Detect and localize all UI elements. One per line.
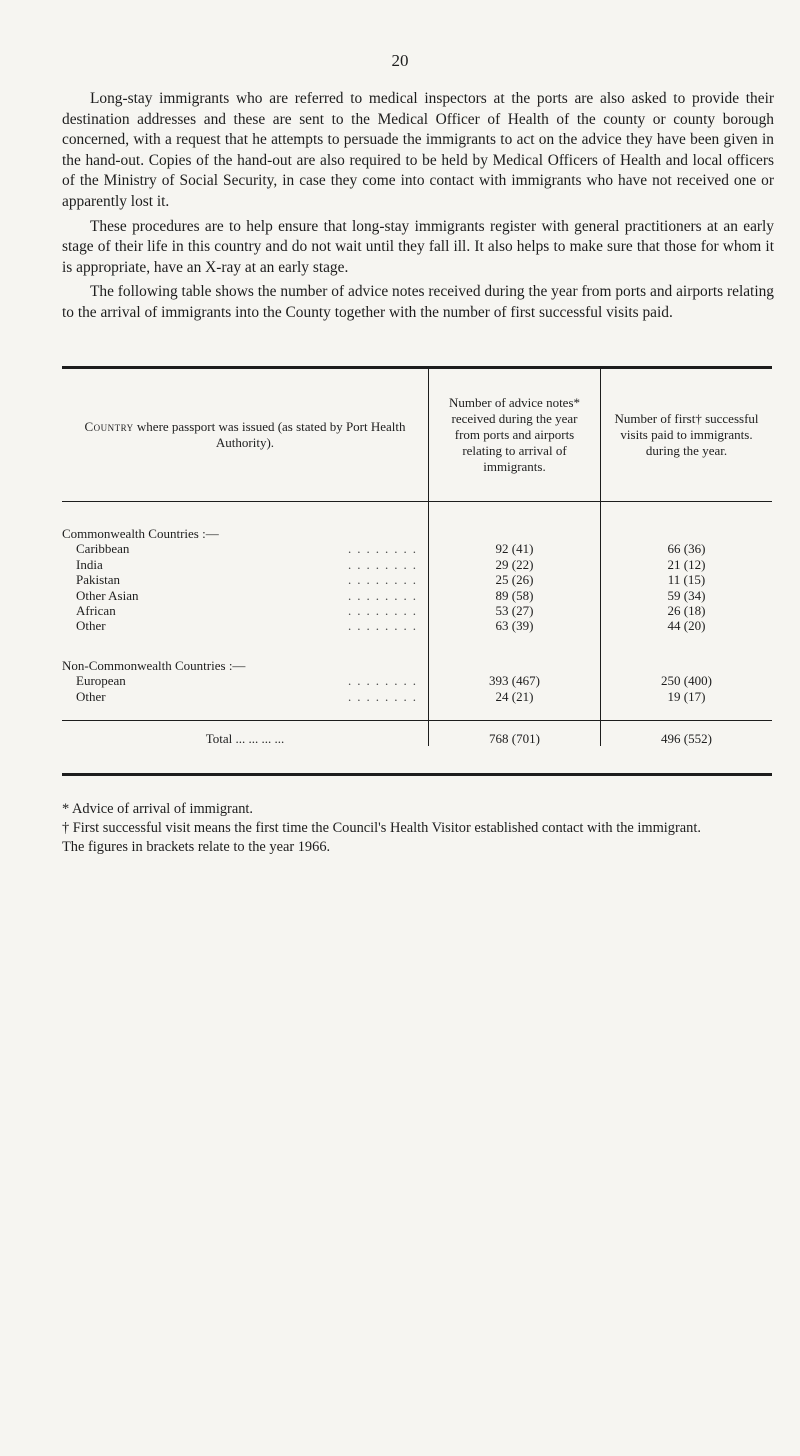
- group-row: [62, 634, 772, 673]
- leader-dots: ........: [348, 603, 422, 619]
- table-body: [62, 502, 772, 720]
- table-row: [62, 557, 772, 572]
- table-row: [62, 572, 772, 587]
- table-row: [62, 673, 772, 688]
- leader-dots: ........: [348, 673, 422, 689]
- page-number: 20: [391, 51, 409, 70]
- paragraph: Long-stay immigrants who are referred to medical inspectors at the ports are also asked to provide their destination addresses and these are sent to the Medical Officer of Health of the county or county borough concerned, with a request that he attempts to persuade the immigrants to act on the advice they have been given in the hand-out. Copies of the hand-out are also required to be held by Medical Officers of Health and local officers of the Ministry of Social Security, in case they come into contact with immigrants who have not received one or apparently lost it.: [62, 90, 774, 210]
- row-country: Pakistan: [76, 572, 126, 587]
- row-notes: 25 (26): [428, 572, 600, 587]
- row-country: Caribbean: [76, 541, 135, 556]
- header-country: [62, 369, 428, 501]
- table-row: [62, 588, 772, 603]
- row-country: African: [76, 603, 122, 618]
- total-label: Total ... ... ... ...: [205, 731, 285, 747]
- footnote: The figures in brackets relate to the year 1966.: [62, 839, 331, 855]
- table-row: [62, 689, 772, 704]
- paragraph: These procedures are to help ensure that long-stay immigrants register with general practitioners at an early stage of their life in this country and do not wait until they fall ill. It also helps to make sure that those for whom it is appropriate, have an X-ray at an early stage.: [62, 217, 774, 276]
- table-bottom-rule: [62, 773, 772, 776]
- row-notes: 92 (41): [428, 541, 600, 556]
- total-visits: 496 (552): [600, 721, 772, 746]
- row-notes: 24 (21): [428, 689, 600, 704]
- leader-dots: ........: [348, 572, 422, 588]
- group-label-commonwealth: Commonwealth Countries :—: [62, 526, 219, 541]
- total-row: [62, 721, 772, 773]
- table-row: [62, 603, 772, 618]
- row-visits: 44 (20): [600, 618, 772, 633]
- header-country-rest: where passport was issued (as stated by Port Health Authority).: [133, 419, 406, 450]
- row-visits: 19 (17): [600, 689, 772, 704]
- table-row: [62, 618, 772, 633]
- leader-dots: ........: [348, 587, 422, 603]
- table-header: [62, 369, 772, 501]
- leader-dots: ........: [348, 541, 422, 557]
- footnote: * Advice of arrival of immigrant.: [62, 801, 254, 817]
- row-visits: 11 (15): [600, 572, 772, 587]
- group-row: [62, 502, 772, 541]
- leader-dots: ........: [348, 618, 422, 634]
- group-label-non-commonwealth: Non-Commonwealth Countries :—: [62, 657, 246, 673]
- row-notes: 29 (22): [428, 557, 600, 572]
- row-visits: 26 (18): [600, 603, 772, 618]
- row-country: Other Asian: [76, 588, 144, 603]
- row-notes: 53 (27): [428, 603, 600, 618]
- header-advice-notes: Number of advice notes* received during the year from ports and airports relating to arrival of immigrants.: [428, 369, 600, 501]
- body-text: [62, 89, 774, 328]
- row-country: European: [76, 673, 132, 688]
- footnotes: [62, 800, 774, 857]
- leader-dots: ........: [348, 556, 422, 572]
- immigrants-table: [62, 366, 772, 776]
- row-country: India: [76, 557, 109, 572]
- row-notes: 89 (58): [428, 588, 600, 603]
- paragraph: The following table shows the number of advice notes received during the year from ports and airports relating to the arrival of immigrants into the County together with the number of first successful visits paid.: [62, 283, 774, 321]
- header-country-lead: Country: [84, 419, 134, 434]
- row-notes: 393 (467): [428, 673, 600, 688]
- header-visits: Number of first† successful visits paid to immigrants. during the year.: [600, 369, 772, 501]
- total-notes: 768 (701): [428, 721, 600, 746]
- row-country: Other: [76, 618, 112, 633]
- row-visits: 66 (36): [600, 541, 772, 556]
- footnote: † First successful visit means the first time the Council's Health Visitor established contact with the immigrant.: [62, 820, 701, 836]
- row-notes: 63 (39): [428, 618, 600, 633]
- table-row: [62, 541, 772, 556]
- leader-dots: ........: [348, 688, 422, 704]
- row-country: Other: [76, 689, 112, 704]
- row-visits: 59 (34): [600, 588, 772, 603]
- row-visits: 250 (400): [600, 673, 772, 688]
- row-visits: 21 (12): [600, 557, 772, 572]
